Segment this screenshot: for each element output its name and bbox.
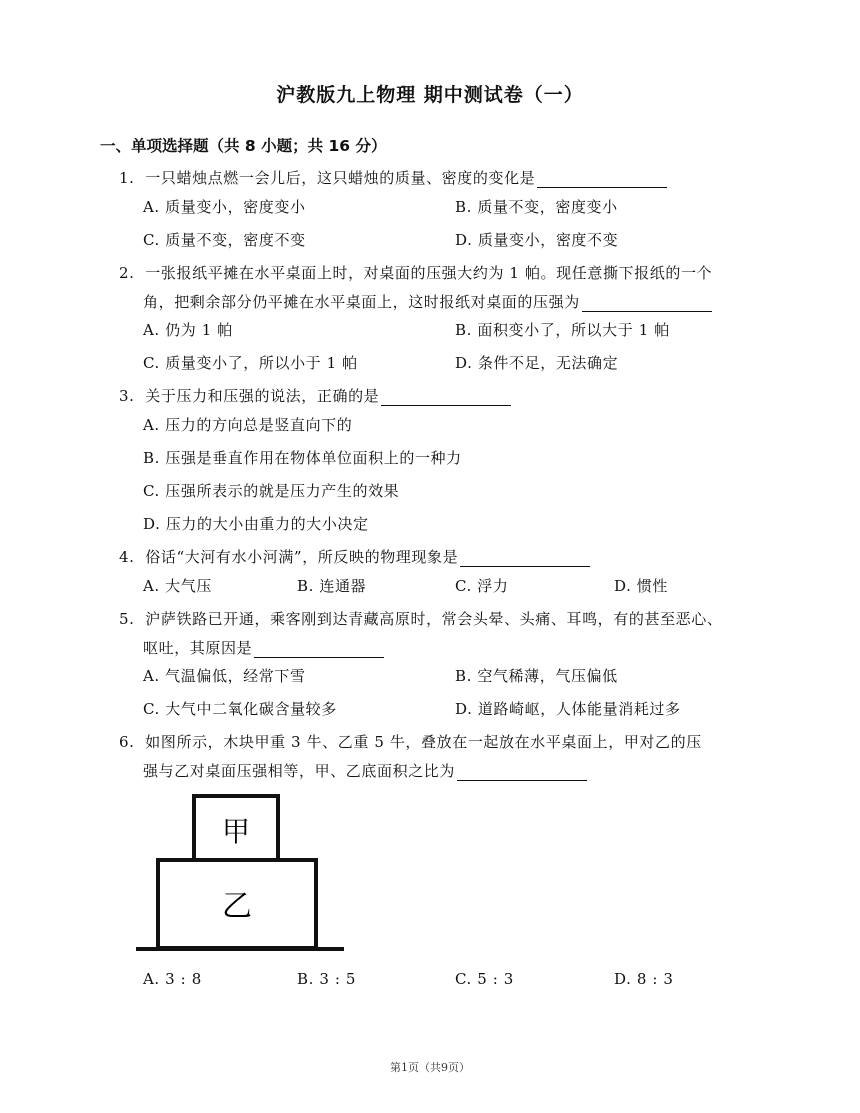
question-2-cont: 角，把剩余部分仍平摊在水平桌面上，这时报纸对桌面的压强为 — [143, 291, 712, 312]
question-3: 3. 关于压力和压强的说法，正确的是 — [119, 385, 511, 406]
q4-option-b: B. 连通器 — [297, 577, 367, 595]
q1-option-d: D. 质量变小，密度不变 — [455, 231, 619, 249]
block-jia-label: 甲 — [221, 815, 251, 848]
question-6: 6. 如图所示，木块甲重 3 牛、乙重 5 牛，叠放在一起放在水平桌面上，甲对乙的压 — [119, 733, 702, 751]
q3-option-d: D. 压力的大小由重力的大小决定 — [143, 515, 369, 533]
page-title: 沪教版九上物理 期中测试卷（一） — [276, 84, 584, 106]
q1-option-b: B. 质量不变，密度变小 — [455, 198, 618, 216]
q4-option-c: C. 浮力 — [455, 577, 509, 595]
answer-blank — [381, 389, 511, 406]
q3-option-c: C. 压强所表示的就是压力产生的效果 — [143, 482, 400, 500]
q5-option-a: A. 气温偏低，经常下雪 — [143, 667, 306, 685]
question-1: 1. 一只蜡烛点燃一会儿后，这只蜡烛的质量、密度的变化是 — [119, 167, 667, 188]
answer-blank — [537, 171, 667, 188]
section-heading: 一、单项选择题（共 8 小题；共 16 分） — [100, 137, 387, 155]
q1-option-a: A. 质量变小，密度变小 — [143, 198, 306, 216]
q1-option-c: C. 质量不变，密度不变 — [143, 231, 306, 249]
question-4: 4. 俗话“大河有水小河满”，所反映的物理现象是 — [119, 546, 590, 567]
page-footer: 第1页（共9页） — [390, 1061, 470, 1074]
answer-blank — [254, 641, 384, 658]
q4-option-a: A. 大气压 — [143, 577, 212, 595]
q4-option-d: D. 惯性 — [614, 577, 669, 595]
q5-option-b: B. 空气稀薄，气压偏低 — [455, 667, 618, 685]
q2-option-b: B. 面积变小了，所以大于 1 帕 — [455, 321, 670, 339]
stacked-blocks-figure — [136, 786, 346, 956]
question-5: 5. 沪萨铁路已开通，乘客刚到达青藏高原时，常会头晕、头痛、耳鸣，有的甚至恶心、 — [119, 610, 723, 628]
answer-blank — [460, 550, 590, 567]
q2-option-a: A. 仍为 1 帕 — [143, 321, 233, 339]
q6-option-b: B. 3 : 5 — [297, 970, 357, 988]
q3-option-b: B. 压强是垂直作用在物体单位面积上的一种力 — [143, 449, 462, 467]
q6-option-c: C. 5 : 3 — [455, 970, 514, 988]
question-2: 2. 一张报纸平摊在水平桌面上时，对桌面的压强大约为 1 帕。现任意撕下报纸的一个 — [119, 264, 713, 282]
q6-option-a: A. 3 : 8 — [143, 970, 202, 988]
q2-option-c: C. 质量变小了，所以小于 1 帕 — [143, 354, 358, 372]
q5-option-d: D. 道路崎岖，人体能量消耗过多 — [455, 700, 681, 718]
question-5-cont: 呕吐，其原因是 — [143, 637, 384, 658]
answer-blank — [457, 764, 587, 781]
question-6-cont: 强与乙对桌面压强相等，甲、乙底面积之比为 — [143, 760, 587, 781]
q2-option-d: D. 条件不足，无法确定 — [455, 354, 619, 372]
answer-blank — [582, 295, 712, 312]
block-yi-label: 乙 — [222, 889, 252, 924]
q6-option-d: D. 8 : 3 — [614, 970, 674, 988]
q3-option-a: A. 压力的方向总是竖直向下的 — [143, 416, 353, 434]
q5-option-c: C. 大气中二氧化碳含量较多 — [143, 700, 337, 718]
